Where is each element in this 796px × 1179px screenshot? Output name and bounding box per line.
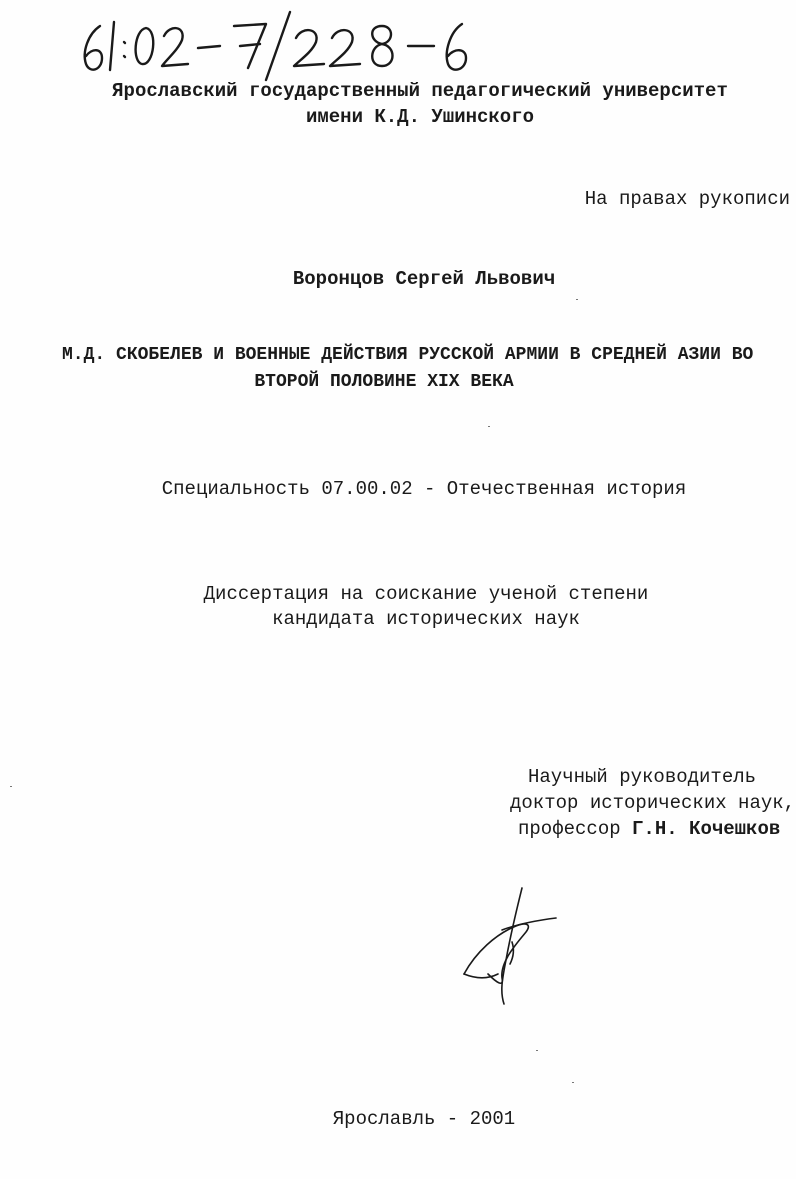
advisor-name: Г.Н. Кочешков bbox=[632, 818, 781, 840]
advisor-degree: доктор исторических наук, bbox=[510, 792, 796, 814]
handwritten-archive-code bbox=[70, 8, 530, 86]
thesis-title-line-1: М.Д. СКОБЕЛЕВ И ВОЕННЫЕ ДЕЙСТВИЯ РУССКОЙ АРМИИ В СРЕДНЕЙ АЗИИ ВО bbox=[62, 345, 754, 365]
scientific-advisor-block bbox=[500, 764, 796, 842]
university-name: Ярославский государственный педагогический университет bbox=[112, 80, 728, 102]
specialty: Специальность 07.00.02 - Отечественная история bbox=[161, 478, 687, 500]
scan-speck bbox=[576, 299, 578, 300]
scan-speck bbox=[572, 1082, 574, 1083]
scan-speck bbox=[488, 426, 490, 427]
scan-speck bbox=[10, 786, 12, 787]
advisor-signature bbox=[456, 882, 566, 1012]
advisor-name-line bbox=[500, 816, 792, 842]
scan-speck bbox=[536, 1050, 538, 1051]
manuscript-rights-note: На правах рукописи bbox=[584, 188, 790, 210]
thesis-title-line-2: ВТОРОЙ ПОЛОВИНЕ XIX ВЕКА bbox=[254, 372, 514, 392]
university-dedication: имени К.Д. Ушинского bbox=[305, 106, 535, 128]
advisor-title-prefix: профессор bbox=[518, 818, 621, 840]
author-name: Воронцов Сергей Львович bbox=[292, 268, 556, 290]
dissertation-degree-line-2: кандидата исторических наук bbox=[272, 608, 580, 630]
city-and-year: Ярославль - 2001 bbox=[332, 1108, 516, 1130]
advisor-role: Научный руководитель bbox=[528, 766, 757, 788]
dissertation-degree-line-1: Диссертация на соискание ученой степени bbox=[203, 583, 649, 605]
